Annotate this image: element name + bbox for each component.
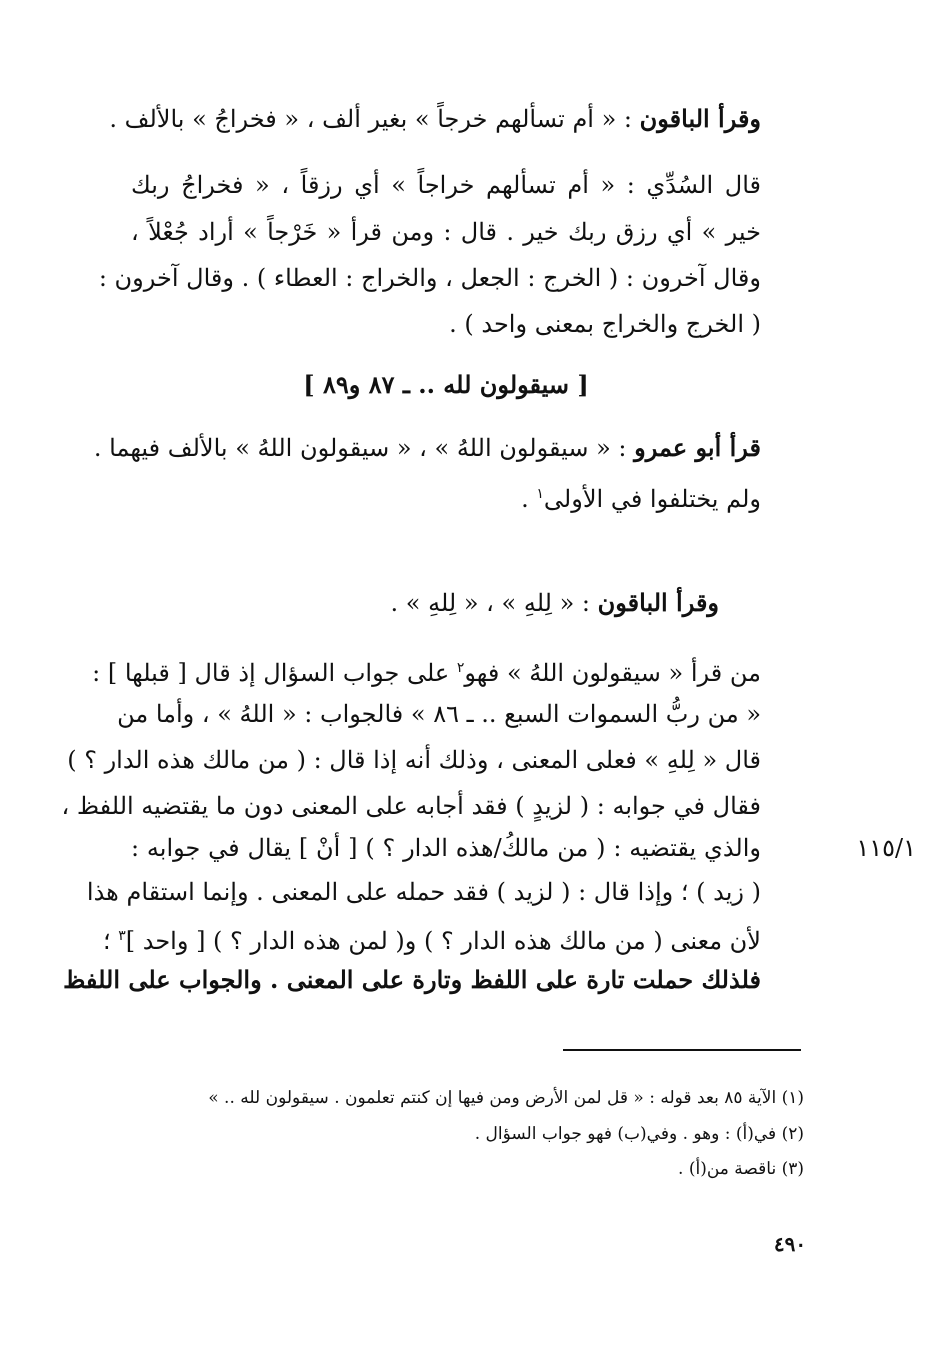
- footnote-ref-1: ١: [536, 486, 544, 502]
- footnote-ref-2: ٢: [456, 660, 465, 676]
- footnote-ref-3: ٣: [118, 928, 126, 944]
- text-line-9: من قرأ « سيقولون اللهُ » فهو$^٢$ على جواب السؤال إذ قال [ قبلها ] :: [92, 659, 761, 687]
- text-line-8: وقرأ الباقون : « لِلهِ » ، « لِلهِ » .: [390, 588, 719, 617]
- text-line-7: ولم يختلفوا في الأولى$^١$ .: [521, 485, 761, 513]
- reader-label: قرأ أبو عمرو: [634, 433, 761, 462]
- text-line-16: فلذلك حملت تارة على اللفظ وتارة على المعنى . والجواب على اللفظ: [63, 965, 761, 994]
- manuscript-folio-marker: ١١٥/١: [856, 834, 916, 862]
- text-line-14: ( زيد ) ؛ وإذا قال : ( لزيد ) فقد حمله على المعنى . وإنما استقام هذا: [86, 878, 761, 906]
- reader-label: وقرأ الباقون: [597, 588, 719, 617]
- text-line-10: « من ربُّ السموات السبع .. ـ ٨٦ » فالجواب : « اللهُ » ، وأما من: [117, 700, 761, 728]
- footnote-separator: [563, 1049, 801, 1051]
- footnote-3: (٣) ناقصة من(أ) .: [678, 1159, 804, 1179]
- reader-label: وقرأ الباقون: [639, 104, 761, 133]
- text-line-1: وقرأ الباقون : « أم تسألهم خرجاً » بغير ألف ، « فخراجُ » بالألف .: [109, 104, 761, 133]
- footnote-1: (١) الآية ٨٥ بعد قوله : « قل لمن الأرض ومن فيها إن كنتم تعلمون . سيقولون لله .. »: [208, 1088, 804, 1108]
- text-line-2: قال السُدِّي : « أم تسألهم خراجاً » أي رزقاً ، « فخراجُ ربك: [131, 171, 761, 199]
- text-line-3: خير » أي رزق ربك خير . قال : ومن قرأ « خَرْجاً » أراد جُعْلاً ،: [131, 218, 761, 246]
- text-line-15: لأن معنى ( من مالك هذه الدار ؟ ) و( لمن هذه الدار ؟ ) [ واحد ]$^٣$ ؛: [102, 927, 761, 955]
- footnote-2: (٢) في(أ) : وهو . وفي(ب) فهو جواب السؤال .: [474, 1124, 804, 1144]
- page-number: ٤٩٠: [773, 1232, 807, 1256]
- text-line-13: والذي يقتضيه : ( من مالكُ/هذه الدار ؟ ) [ أنْ ] يقال في جوابه :: [131, 834, 761, 862]
- text-line-12: فقال في جوابه : ( لزيدٍ ) فقد أجابه على المعنى دون ما يقتضيه اللفظ ،: [61, 792, 761, 820]
- text-line-11: قال « لِلهِ » فعلى المعنى ، وذلك أنه إذا قال : ( من مالك هذه الدار ؟ ): [67, 746, 761, 774]
- text-line-5: ( الخرج والخراج بمعنى واحد ) .: [449, 310, 761, 338]
- section-heading: [ سيقولون لله .. ـ ٨٧ و٨٩ ]: [303, 370, 589, 399]
- text-line-6: قرأ أبو عمرو : « سيقولون اللهُ » ، « سيقولون اللهُ » بالألف فيهما .: [93, 433, 761, 462]
- text-line-4: وقال آخرون : ( الخرج : الجعل ، والخراج : العطاء ) . وقال آخرون :: [98, 264, 761, 292]
